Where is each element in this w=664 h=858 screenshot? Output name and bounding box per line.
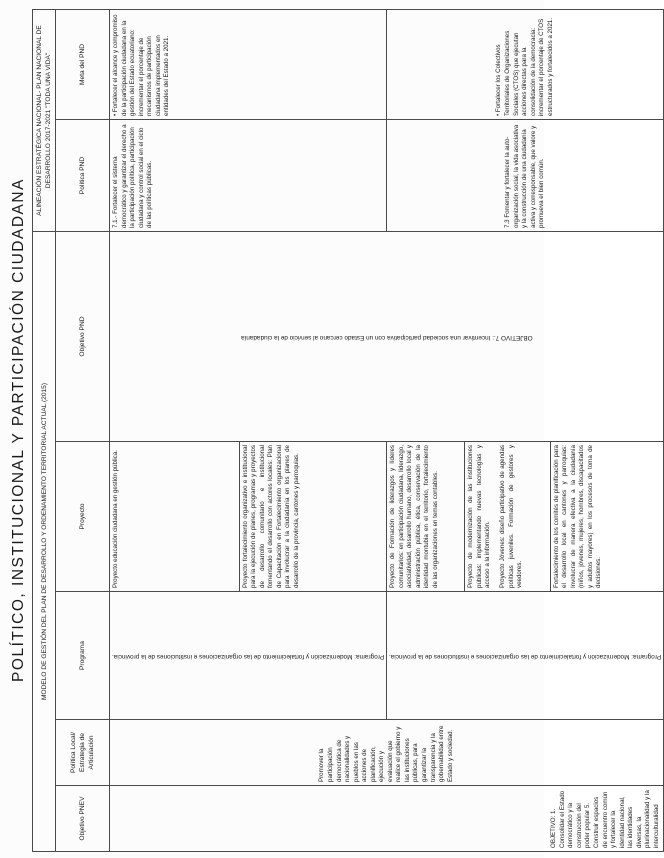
politica-local-cell: Promover la participación democrática de nacionalidades y pueblos en las acciones de planificación, ejecución y evaluación que realice el gobierno y las instituciones públicas, para garantizar la transparencia y la gobernabilidad entre Estado y sociedad. bbox=[110, 720, 664, 786]
alignment-table bbox=[32, 9, 664, 852]
meta-pnd-cell-1: • Fortalecer el alcance y compromiso de la participación ciudadana en la gestión del Estado ecuatoriano: incrementar el porcentaje de mecanismos de participación ciudadana implementados en entidades del Estado a 2021. bbox=[110, 9, 387, 119]
col-header-objetivo-pnev: Objetivo PNEV bbox=[56, 786, 110, 852]
programa-text-1: Programa: Modernización y fortalecimiento de las organizaciones e instituciones de la provincia. bbox=[112, 652, 385, 660]
proyecto-cell-1: Proyecto educación ciudadana en gestión pública. bbox=[110, 442, 239, 592]
meta-pnd-cell-2: • Fortalecer los Colectivos Territoriales de Organizaciones Sociales (CTOS) que ejecutan acciones directas para la consolidación de la democracia: incrementar el porcentaje de CTOS estructurados y fortalecidos a 2021. bbox=[387, 9, 664, 119]
programa-cell-2 bbox=[387, 592, 664, 720]
programa-cell-1 bbox=[110, 592, 387, 720]
politica-pnd-cell-2: 7.3 Fomentar y fortalecer la auto-organización social, la vida asociativa y la construcción de una ciudadanía activa y corresponsable, que valore y promueva el bien común. bbox=[387, 119, 664, 231]
proyecto-cell-3: Proyecto de Formación de liderazgos y líderes comunitarios: en participación ciudadana, liderazgo, asociatividad, desarrollo humano, desarrollo local y administración pública, ética, conservación de la identidad montubia en el territorio, fortalecimiento de las organizaciones en temas contables. bbox=[387, 442, 465, 592]
col-header-programa: Programa bbox=[56, 592, 110, 720]
proyecto-text-5: Proyecto Jóvenes: diseño participativo de agendas políticas juveniles. Formación de gestores y veedores. bbox=[499, 445, 524, 588]
proyecto-cell-6: Fortalecimiento de los comités de planificación para el desarrollo local en cantones y parroquias: Involucrar de manera efectiva a la ciudadanía (niños, jóvenes, mujeres, hombres, discapacitados y adultos mayores) en los procesos de toma de decisiones. bbox=[550, 442, 664, 592]
section-header-right: ALINEACIÓN ESTRATÉGICA NACIONAL- PLAN NACIONAL DE DESARROLLO 2017-2021 "TODA UNA VIDA" bbox=[33, 9, 56, 231]
proyecto-text-4: Proyecto de modernización de las instituciones públicas: implementando nuevas tecnologías y acceso a la información. bbox=[467, 445, 492, 588]
politica-pnd-cell-1: 7.1.- Fortalecer el sistema democrático y garantizar el derecho a la participación política, participación ciudadana y control social en el ciclo de las políticas públicas. bbox=[110, 119, 387, 231]
document-title: POLÍTICO, INSTITUCIONAL Y PARTICIPACIÓN CIUDADANA bbox=[10, 178, 27, 682]
col-header-objetivo-pnd: Objetivo PND bbox=[56, 231, 110, 441]
col-header-politica-pnd: Política PND bbox=[56, 119, 110, 231]
programa-text-2: Programa: Modernización y fortalecimiento de las organizaciones e instituciones de la provincia. bbox=[389, 652, 662, 660]
col-header-proyecto: Proyecto bbox=[56, 442, 110, 592]
objetivo-pnd-text: OBJETIVO 7.: Incentivar una sociedad participativa con un Estado cercano al servicio de la ciudadanía bbox=[240, 333, 533, 341]
col-header-politica-local: Política Local/ Estrategia de Articulación bbox=[56, 720, 110, 786]
proyecto-cell-4 bbox=[465, 442, 550, 592]
objetivo-pnev-cell: OBJETIVO: 1. Consolidar el Estado democrático y la construcción del poder popular 5. Construir espacios de encuentro común y fortalecer la identidad nacional, las identidades diversas, la plurinacionalidad y la interculturalidad bbox=[110, 786, 664, 852]
proyecto-cell-2: Proyecto fortalecimiento organizativo e institucional para la ejecución de planes, programas y proyectos de desarrollo comunitario e institucional fomentando el desarrollo con actores locales: Plan de Capacitación en Fortalecimiento organizacional para involucrar a la ciudadanía en los planes de desarrollo de la provincia, cantones y parroquias. bbox=[239, 442, 387, 592]
section-header-left: MODELO DE GESTIÓN DEL PLAN DE DESARROLLO Y ORDENAMIENTO TERRITORIAL ACTUAL (2015) bbox=[33, 231, 56, 851]
col-header-meta-pnd: Meta del PND bbox=[56, 9, 110, 119]
objetivo-pnd-cell bbox=[110, 231, 664, 441]
